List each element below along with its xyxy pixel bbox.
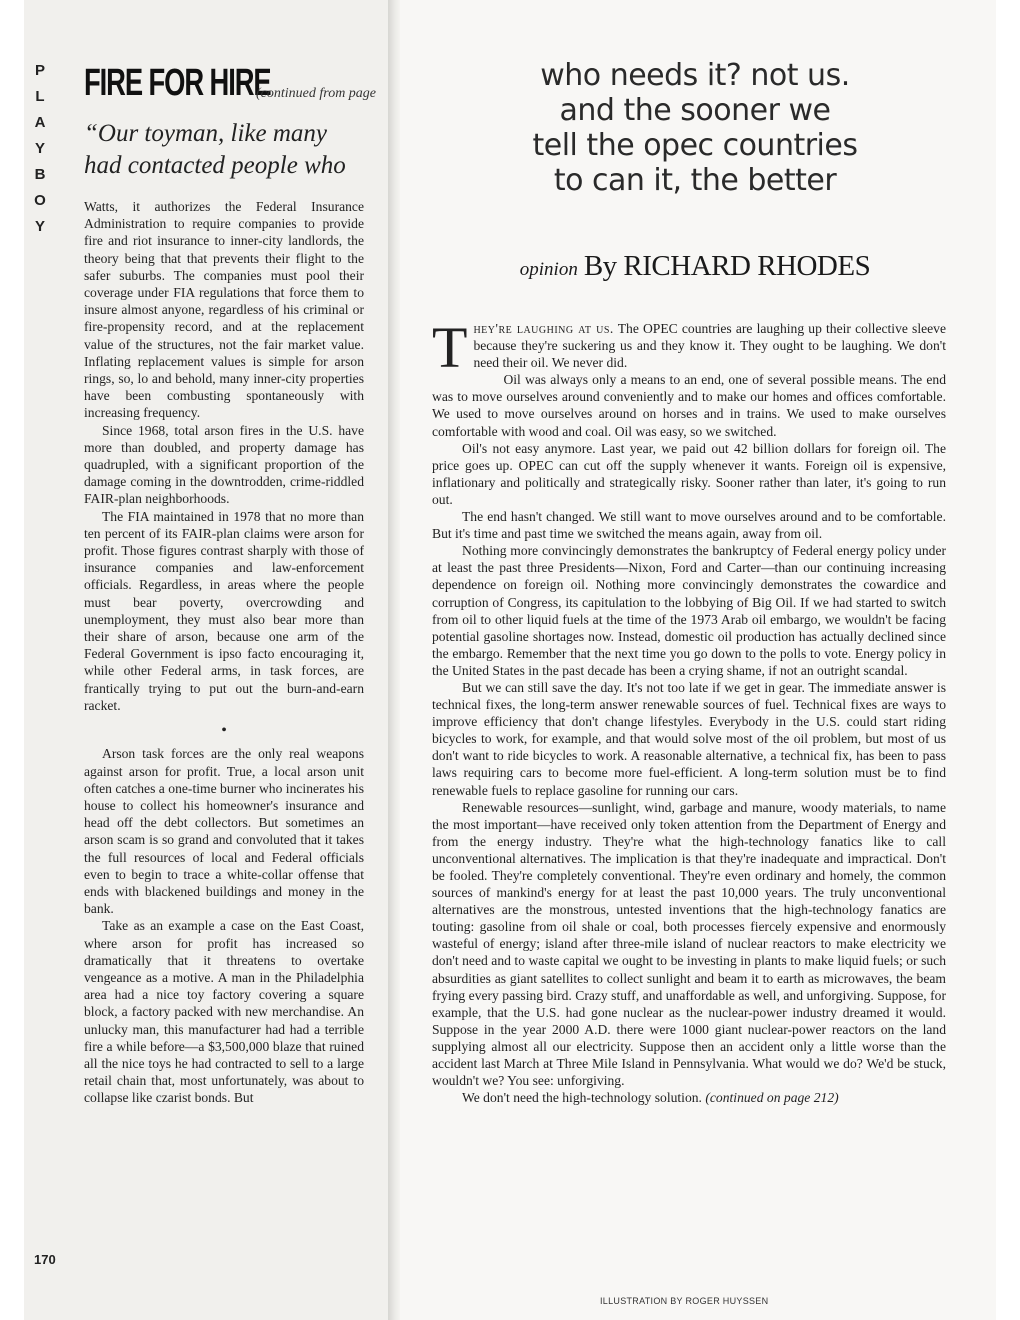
- body-paragraph: But we can still save the day. It's not too late if we get in gear. The immediate answer is technical fixes, the long-term answer renewable sources of fuel. Technical fixes are ways to improve efficiency that don't change lifestyles. Everybody in the U.S. could start riding bicycles to work, for example, and that would solve most of the oil problem, but most of us don't want to ride bicycles to work. A reasonable alternative, a technical fix, has been to pass laws requiring cars to become more fuel-efficient. A long-term solution must be to find renewable fuels to replace gasoline for running our cars.: [432, 679, 946, 798]
- body-paragraph: Since 1968, total arson fires in the U.S. have more than doubled, and property damage has quadrupled, with a significant proportion of the damage coming in the downtrodden, crime-riddled FAIR-plan neighborhoods.: [84, 422, 364, 507]
- body-paragraph: The FIA maintained in 1978 that no more than ten percent of its FAIR-plan claims were arson for profit. Those figures contrast sharply with those of insurance companies and law-enforcement officials. Regardless, in areas where the people must bear poverty, overcrowding and unemployment, they must also bear more than their share of arson, because one arm of the Federal Government is ipso facto encouraging it, while other Federal arms, in task forces, are frantically trying to put out the burn-and-earn racket.: [84, 508, 364, 713]
- continued-from-note: (continued from page: [256, 86, 377, 101]
- headline-line: who needs it? not us.: [540, 58, 850, 93]
- body-paragraph: Oil was always only a means to an end, one of several possible means. The end was to move ourselves around conveniently and to make our homes and offices comfortable. We used to move ourselves around on horses and in trains. We used to make ourselves comfortable with wood and coal. Oil was easy, so we switched.: [432, 372, 946, 439]
- body-paragraph: Arson task forces are the only real weapons against arson for profit. True, a local arson unit often catches a one-time burner who incinerates his house to collect his homeowner's insurance and head off the debt collectors. But sometimes an arson scam is so grand and convoluted that it takes the full resources of local and Federal officials even to begin to trace a white-collar offense that ends with blackened buildings and money in the bank.: [84, 746, 364, 917]
- folio-letter: O: [34, 192, 46, 209]
- byline-label: opinion: [519, 259, 578, 280]
- section-break-bullet: •: [221, 722, 227, 740]
- body-paragraph: Renewable resources—sunlight, wind, garbage and manure, woody materials, to name the most important—have received only token attention from the Department of Energy and from the energy industry. They're what the high-technology fanatics like to call unconventional alternatives. The implication is that they're inadequate and impractical. Don't be fooled. They're completely conventional. They're even ordinary and homely, the common sources of mankind's energy for at least the past 10,000 years. The truly unconventional alternatives are the monstrous, untested inventions that the high-technology fanatics are touting: gasoline from oil shale or coal, both processes fiercely expensive and enormously wasteful of energy; island after three-mile island of nuclear reactors to make electricity we don't need and to waste capital we ought to be investing in plants to make liquid fuels; or such absurdities as giant satellites to collect sunlight and beam it to earth as microwaves, the beam frying every passing bird. Crazy stuff, and unaffordable as well, and unforgiving. Suppose, for example, that the U.S. had gone nuclear as the nuclear-power industry dreamed it would. Suppose in the year 2000 A.D. there were 1000 giant nuclear-power reactors on the land supplying almost all our electricity. Suppose then an accident only a little worse than the accident last March at Three Mile Island in Pennsylvania. What would we do? We'd be stuck, wouldn't we? You see: unforgiving.: [432, 799, 946, 1089]
- folio-letter: Y: [34, 218, 45, 235]
- page-number: 170: [34, 1252, 56, 1267]
- headline-line: to can it, the better: [553, 163, 837, 198]
- left-article-column: [84, 198, 364, 1107]
- magazine-folio: [28, 58, 52, 240]
- pull-quote-line: “Our toyman, like many: [84, 120, 328, 147]
- headline-line: tell the opec countries: [532, 128, 858, 163]
- body-paragraph: Nothing more convincingly demonstrates the bankruptcy of Federal energy policy under at least the past three Presidents—Nixon, Ford and Carter—than our continuing increasing dependence on foreign oil. Nothing more convincingly demonstrates the cowardice and corruption of Congress, its capitulation to the lobbying of Big Oil. If we had started to switch from oil to other liquid fuels at the time of the 1973 Arab oil embargo, we wouldn't be facing potential gasoline shortages now. Instead, domestic oil production has actually declined since the embargo. Remember that the next time you go down to the polls to vote. Energy policy in the United States in the past decade has been a crying shame, if not an outright scandal.: [432, 543, 946, 678]
- article-kicker: FIRE FOR HIRE: [84, 62, 271, 104]
- byline-author: By RICHARD RHODES: [583, 250, 871, 282]
- right-article-column: [432, 315, 947, 1106]
- illustration-credit: ILLUSTRATION BY ROGER HUYSSEN: [600, 1296, 769, 1306]
- folio-letter: L: [35, 88, 45, 105]
- body-paragraph: Oil's not easy anymore. Last year, we paid out 42 billion dollars for foreign oil. The price goes up. OPEC can cut off the supply whenever it wants. Foreign oil is expensive, inflationary and politically and strategically risky. Sooner rather than later, it's going to run out.: [432, 440, 946, 507]
- folio-letter: P: [34, 62, 45, 79]
- headline-line: and the sooner we: [559, 93, 831, 128]
- folio-letter: A: [34, 114, 46, 131]
- closing-paragraph: [432, 1089, 946, 1106]
- body-paragraph: Watts, it authorizes the Federal Insurance Administration to require companies to provide fire and riot insurance to inner-city landlords, the theory being that that prevents their flight to the safer suburbs. The companies must pool their coverage under FIA regulations that force them to insure almost anyone, regardless of his criminal or fire-propensity record, and at the replacement value of the structures, not the fair market value. Inflating replacement values is simple for arson rings, so, lo and behold, many inner-city properties have been combusting spontaneously with increasing frequency.: [84, 199, 364, 421]
- body-paragraph: Take as an example a case on the East Coast, where arson for profit has increased so dramatically that it threatens to overtake vengeance as a motive. A man in the Philadelphia area had a nice toy factory covering a square block, a factory packed with new merchandise. An unlucky man, this manufacturer had had a terrible fire a while before—a $3,500,000 blaze that ruined all the nice toys he had contracted to sell to a large retail chain that, most unfortunately, was about to collapse like czarist bonds. But: [84, 918, 364, 1106]
- pull-quote: [84, 118, 384, 182]
- drop-cap: T: [432, 315, 468, 380]
- article-headline: [470, 58, 920, 198]
- closing-text: We don't need the high-technology solution.: [462, 1090, 702, 1106]
- folio-letter: Y: [34, 140, 45, 157]
- page-gutter: [388, 0, 400, 1320]
- body-paragraph: The end hasn't changed. We still want to move ourselves around and to be comfortable. But it's time and past time we switched the means again, away from oil.: [432, 509, 946, 542]
- lead-text: The OPEC countries are laughing up their collective sleeve because they're suckering us and they know it. They ought to be laughing. We don't need their oil. We never did.: [473, 321, 947, 371]
- folio-letter: B: [34, 166, 46, 183]
- lead-paragraph: [432, 315, 947, 380]
- pull-quote-line: had contacted people who: [84, 152, 346, 179]
- lead-in: hey're laughing at us.: [473, 321, 614, 336]
- continued-on-note: (continued on page 212): [705, 1090, 839, 1106]
- byline: [470, 250, 920, 283]
